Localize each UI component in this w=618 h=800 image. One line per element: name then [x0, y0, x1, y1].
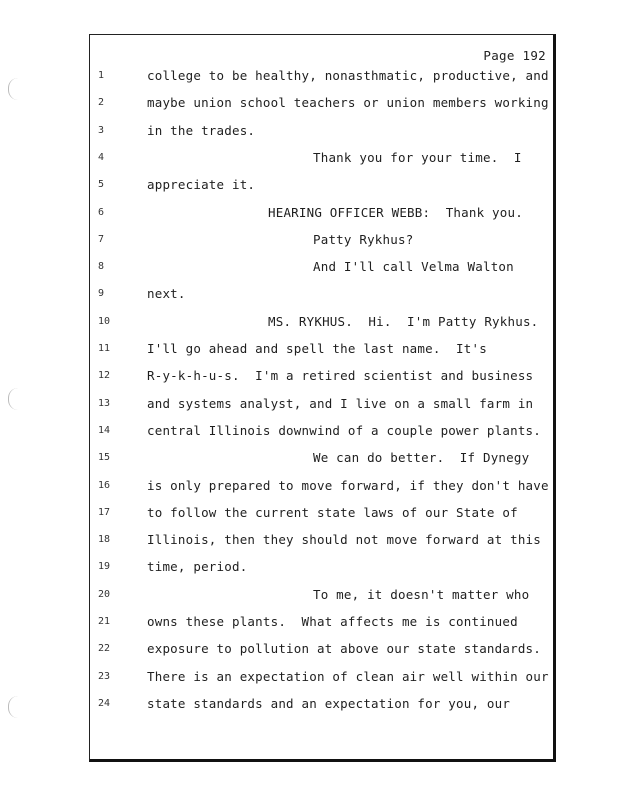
- line-text: maybe union school teachers or union members working: [147, 95, 549, 111]
- line-text: and systems analyst, and I live on a small farm in: [147, 395, 534, 411]
- line-text: to follow the current state laws of our State of: [147, 504, 518, 520]
- transcript-line: [0, 175, 618, 201]
- line-text: next.: [147, 286, 186, 302]
- line-number: 2: [98, 97, 105, 109]
- transcript-line: [0, 93, 618, 119]
- transcript-line: [0, 339, 618, 365]
- line-number: 12: [98, 370, 111, 382]
- line-number: 18: [98, 534, 111, 546]
- transcript-line: [0, 312, 618, 338]
- transcript-line: [0, 639, 618, 665]
- transcript-line: [0, 503, 618, 529]
- transcript-line: [0, 667, 618, 693]
- line-number: 20: [98, 588, 111, 600]
- line-number: 1: [98, 70, 105, 81]
- transcript-line: [0, 421, 618, 447]
- transcript-line: [0, 585, 618, 611]
- line-number: 11: [98, 343, 111, 354]
- line-number: 3: [98, 124, 105, 136]
- line-number: 22: [98, 643, 111, 655]
- line-text: We can do better. If Dynegy: [313, 450, 530, 466]
- line-text: time, period.: [147, 559, 248, 575]
- transcript-line: [0, 66, 618, 92]
- transcript-line: [0, 257, 618, 283]
- transcript-line: [0, 530, 618, 556]
- line-text: college to be healthy, nonasthmatic, productive, and: [147, 68, 549, 83]
- line-text: Illinois, then they should not move forward at this: [147, 532, 542, 548]
- line-text: Patty Rykhus?: [313, 231, 414, 247]
- transcript-line: [0, 148, 618, 174]
- line-text: appreciate it.: [147, 177, 256, 193]
- line-number: 8: [98, 261, 105, 273]
- transcript-line: [0, 284, 618, 310]
- line-number: 5: [98, 179, 105, 191]
- transcript-line: [0, 476, 618, 502]
- transcript-line: [0, 121, 618, 147]
- transcript-line: [0, 203, 618, 229]
- line-number: 16: [98, 479, 111, 491]
- line-number: 23: [98, 670, 111, 682]
- line-text: R-y-k-h-u-s. I'm a retired scientist and business: [147, 368, 534, 384]
- line-number: 6: [98, 206, 105, 218]
- transcript-line: [0, 612, 618, 638]
- page-number: Page 192: [483, 48, 546, 63]
- line-number: 9: [98, 288, 105, 300]
- line-text: HEARING OFFICER WEBB: Thank you.: [268, 204, 523, 220]
- transcript-line: [0, 557, 618, 583]
- line-text: Thank you for your time. I: [313, 149, 522, 165]
- line-text: state standards and an expectation for you, our: [147, 695, 511, 711]
- line-number: 7: [98, 233, 105, 245]
- line-text: There is an expectation of clean air well within our: [147, 668, 549, 684]
- line-number: 10: [98, 315, 111, 327]
- line-text: is only prepared to move forward, if they don't have: [147, 477, 549, 493]
- line-text: central Illinois downwind of a couple power plants.: [147, 422, 542, 438]
- transcript-line: [0, 230, 618, 256]
- line-text: MS. RYKHUS. Hi. I'm Patty Rykhus.: [268, 313, 539, 329]
- transcript-line: [0, 394, 618, 420]
- transcript-line: [0, 448, 618, 474]
- line-text: I'll go ahead and spell the last name. It's: [147, 341, 487, 356]
- line-number: 15: [98, 452, 111, 464]
- line-text: owns these plants. What affects me is continued: [147, 614, 518, 629]
- transcript-line: [0, 366, 618, 392]
- transcript-line: [0, 694, 618, 720]
- line-number: 17: [98, 506, 111, 518]
- line-text: in the trades.: [147, 122, 256, 138]
- line-number: 24: [98, 697, 111, 709]
- line-number: 21: [98, 616, 111, 627]
- line-text: exposure to pollution at above our state standards.: [147, 641, 542, 657]
- line-text: And I'll call Velma Walton: [313, 259, 514, 275]
- line-text: To me, it doesn't matter who: [313, 586, 530, 602]
- line-number: 13: [98, 397, 111, 409]
- line-number: 19: [98, 561, 111, 573]
- line-number: 14: [98, 424, 111, 436]
- line-number: 4: [98, 151, 105, 163]
